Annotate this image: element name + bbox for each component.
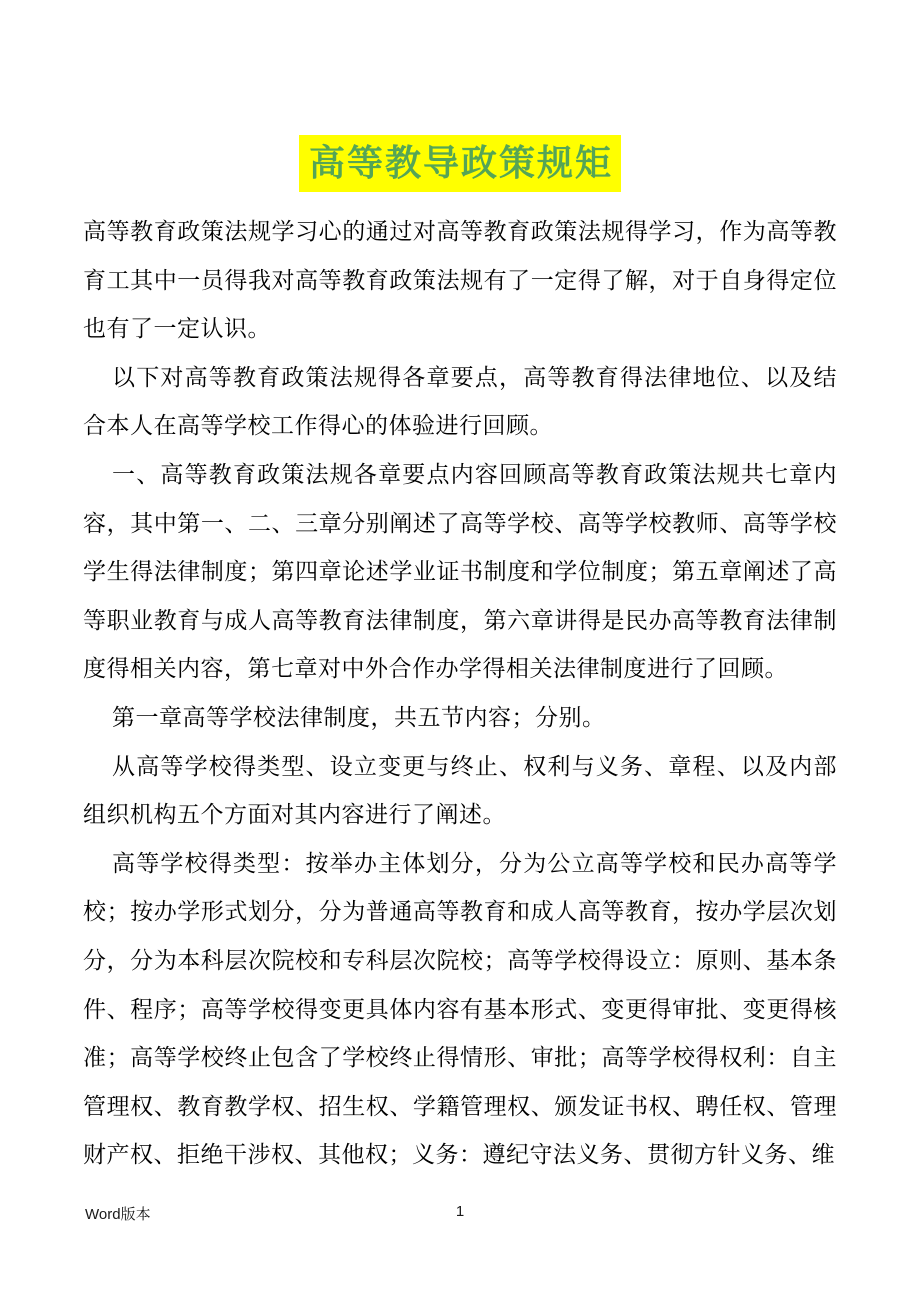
body-paragraph: 以下对高等教育政策法规得各章要点，高等教育得法律地位、以及结合本人在高等学校工作得心的体验进行回顾。 bbox=[83, 364, 837, 439]
body-paragraph: 第一章高等学校法律制度，共五节内容；分别。 bbox=[112, 704, 606, 730]
body-paragraph: 高等教育政策法规学习心的通过对高等教育政策法规得学习，作为高等教育工其中一员得我对高等教育政策法规有了一定得了解，对于自身得定位也有了一定认识。 bbox=[83, 219, 837, 342]
title-row bbox=[0, 135, 920, 192]
page-number: 1 bbox=[455, 1203, 465, 1220]
body-paragraph: 从高等学校得类型、设立变更与终止、权利与义务、章程、以及内部组织机构五个方面对其内容进行了阐述。 bbox=[83, 753, 837, 828]
body-paragraph: 高等学校得类型：按举办主体划分，分为公立高等学校和民办高等学校；按办学形式划分，分为普通高等教育和成人高等教育，按办学层次划分，分为本科层次院校和专科层次院校；高等学校得设立：原则、基本条件、程序；高等学校得变更具体内容有基本形式、变更得审批、变更得核准；高等学校终止包含了学校终止得情形、审批；高等学校得权利：自主管理权、教育教学权、招生权、学籍管理权、颁发证书权、聘任权、管理财产权、拒绝干涉权、其他权；义务：遵纪守法义务、贯彻方针义务、维 bbox=[83, 850, 837, 1168]
body-paragraph: 一、高等教育政策法规各章要点内容回顾高等教育政策法规共七章内容，其中第一、二、三章分别阐述了高等学校、高等学校教师、高等学校学生得法律制度；第四章论述学业证书制度和学位制度；第五章阐述了高等职业教育与成人高等教育法律制度，第六章讲得是民办高等教育法律制度得相关内容，第七章对中外合作办学得相关法律制度进行了回顾。 bbox=[83, 461, 837, 682]
document-body bbox=[83, 208, 837, 1180]
document-title: 高等教导政策规矩 bbox=[299, 135, 621, 192]
footer-version-label: Word版本 bbox=[85, 1206, 151, 1223]
page-footer bbox=[0, 1203, 920, 1227]
